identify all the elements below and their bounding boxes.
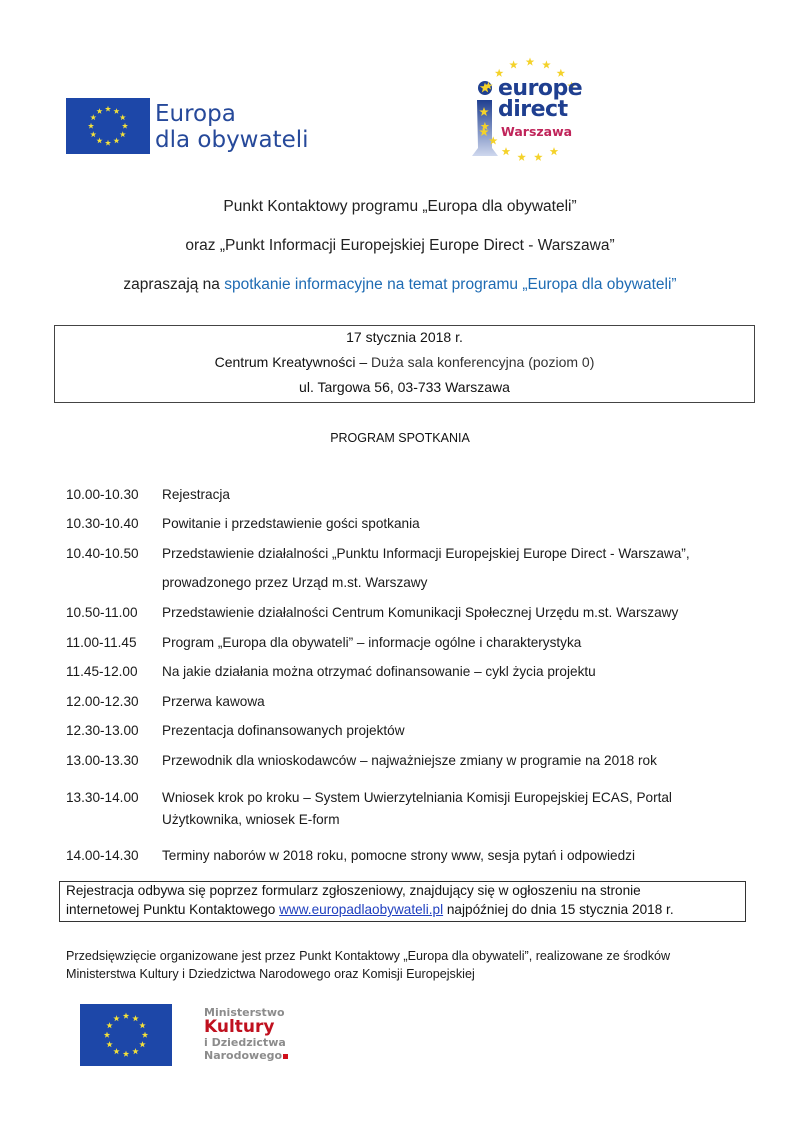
program-description: Terminy naborów w 2018 roku, pomocne strony www, sesja pytań i odpowiedzi: [162, 848, 635, 863]
star-icon: [88, 123, 94, 129]
star-icon: [106, 1041, 112, 1047]
program-time: 12.30-13.00: [66, 723, 139, 738]
program-description: Rejestracja: [162, 487, 230, 502]
program-time: 10.00-10.30: [66, 487, 139, 502]
logo-ministerstwo-kultury: [204, 1006, 334, 1064]
star-icon: [90, 114, 96, 120]
logo-text-warszawa: Warszawa: [501, 124, 573, 139]
star-icon: [113, 138, 119, 144]
logo-text-narodowego: Narodowego: [204, 1049, 283, 1062]
program-description: Na jakie działania można otrzymać dofinansowanie – cykl życia projektu: [162, 664, 596, 679]
star-icon: [542, 60, 551, 68]
logo-text-kultury: Kultury: [204, 1017, 275, 1037]
logo-text-europe: europe: [498, 76, 583, 101]
star-icon: [120, 114, 126, 120]
registration-suffix: najpóźniej do dnia 15 stycznia 2018 r.: [443, 902, 674, 917]
logo-text-direct: direct: [498, 97, 568, 122]
star-icon: [105, 140, 111, 146]
program-time: 13.00-13.30: [66, 753, 139, 768]
star-icon: [113, 1048, 119, 1054]
star-icon: [123, 1013, 129, 1019]
registration-line-1: Rejestracja odbywa się poprzez formularz zgłoszeniowy, znajdujący się w ogłoszeniu na stronie: [66, 883, 641, 898]
logo-europa-dla-obywateli: [66, 98, 326, 158]
star-icon: [90, 131, 96, 137]
header-line-3: [0, 276, 800, 294]
program-description: Przerwa kawowa: [162, 694, 265, 709]
star-icon: [139, 1041, 145, 1047]
program-time: 11.00-11.45: [66, 635, 137, 650]
eu-flag-icon: [66, 98, 150, 154]
star-icon: [113, 108, 119, 114]
registration-box: [59, 881, 746, 922]
star-icon: [502, 147, 511, 155]
program-description: Wniosek krok po kroku – System Uwierzytelniania Komisji Europejskiej ECAS, Portal: [162, 790, 672, 805]
star-icon: [142, 1032, 148, 1038]
star-icon: [120, 131, 126, 137]
logo-text-narodowego-wrap: [204, 1049, 288, 1062]
logo-text-europa: Europa: [155, 101, 236, 127]
star-icon: [534, 153, 543, 161]
program-time: 14.00-14.30: [66, 848, 139, 863]
star-icon: [139, 1022, 145, 1028]
program-time: 10.50-11.00: [66, 605, 138, 620]
star-icon: [96, 108, 102, 114]
registration-line-2: [66, 902, 674, 917]
venue-room: Duża sala konferencyjna (poziom 0): [371, 354, 595, 370]
event-date: 17 stycznia 2018 r.: [346, 329, 463, 345]
star-icon: [104, 1032, 110, 1038]
footer-line-2: Ministerstwa Kultury i Dziedzictwa Narodowego oraz Komisji Europejskiej: [66, 967, 475, 981]
program-description: Przewodnik dla wnioskodawców – najważniejsze zmiany w programie na 2018 rok: [162, 753, 657, 768]
program-description: Program „Europa dla obywateli” – informacje ogólne i charakterystyka: [162, 635, 582, 650]
program-description: Przedstawienie działalności Centrum Komunikacji Społecznej Urzędu m.st. Warszawy: [162, 605, 679, 620]
program-time: 11.45-12.00: [66, 664, 138, 679]
header-line-2: oraz „Punkt Informacji Europejskiej Europe Direct - Warszawa”: [185, 237, 615, 254]
header-line-1: Punkt Kontaktowy programu „Europa dla obywateli”: [223, 198, 577, 215]
logo-europe-direct: [468, 56, 598, 164]
event-address: ul. Targowa 56, 03-733 Warszawa: [299, 379, 510, 395]
star-icon: [105, 106, 111, 112]
eu-flag-icon: [80, 1004, 172, 1066]
star-icon: [106, 1022, 112, 1028]
program-description: Powitanie i przedstawienie gości spotkania: [162, 516, 420, 531]
venue-name: Centrum Kreatywności –: [214, 354, 372, 370]
logo-text-dla-obywateli: dla obywateli: [155, 127, 309, 153]
invite-highlight: spotkanie informacyjne na temat programu „Europa dla obywateli”: [224, 276, 677, 293]
star-icon: [122, 123, 128, 129]
program-title: PROGRAM SPOTKANIA: [330, 431, 470, 445]
star-icon: [132, 1048, 138, 1054]
star-icon: [96, 138, 102, 144]
program-description: Przedstawienie działalności „Punktu Informacji Europejskiej Europe Direct - Warszawa”,: [162, 546, 690, 561]
footer-line-1: Przedsięwzięcie organizowane jest przez Punkt Kontaktowy „Europa dla obywateli”, realizowane ze środków: [66, 949, 671, 963]
program-description-continued: Użytkownika, wniosek E-form: [162, 812, 340, 827]
logo-text-ministerstwo: Ministerstwo: [204, 1006, 285, 1019]
star-icon: [113, 1015, 119, 1021]
event-details-box: [54, 325, 755, 403]
red-dot-icon: [283, 1054, 288, 1059]
star-icon: [550, 147, 559, 155]
star-icon: [509, 60, 518, 68]
program-time: 12.00-12.30: [66, 694, 139, 709]
star-icon: [517, 153, 526, 161]
website-link[interactable]: www.europadlaobywateli.pl: [279, 902, 444, 917]
star-icon: [123, 1051, 129, 1057]
program-time: 10.30-10.40: [66, 516, 139, 531]
invite-prefix: zapraszają na: [123, 276, 225, 293]
program-time: 13.30-14.00: [66, 790, 139, 805]
registration-prefix: internetowej Punktu Kontaktowego: [66, 902, 280, 917]
star-icon: [132, 1015, 138, 1021]
logo-text-i-dziedzictwa: i Dziedzictwa: [204, 1036, 286, 1049]
program-time: 10.40-10.50: [66, 546, 139, 561]
program-description: Prezentacja dofinansowanych projektów: [162, 723, 405, 738]
star-icon: [526, 58, 535, 66]
program-description-continued: prowadzonego przez Urząd m.st. Warszawy: [162, 575, 428, 590]
event-venue: [55, 354, 754, 370]
